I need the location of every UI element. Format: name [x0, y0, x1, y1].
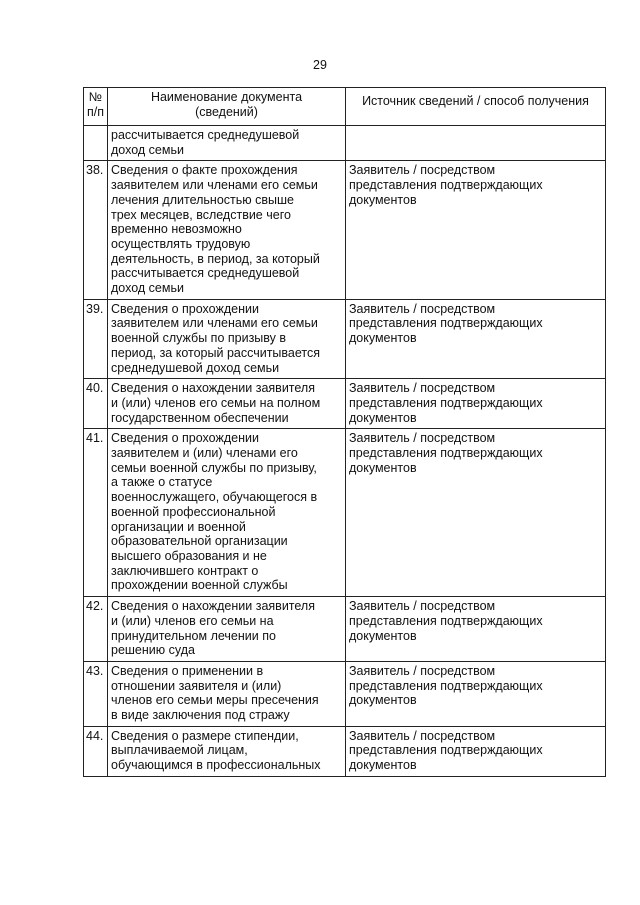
- document-name-line: осуществлять трудовую: [111, 236, 251, 251]
- document-name-line: членов его семьи меры пресечения: [111, 693, 319, 708]
- source-line: представления подтверждающих: [349, 316, 543, 331]
- documents-table: [83, 87, 606, 777]
- document-name-line: Сведения о факте прохождения: [111, 163, 298, 178]
- header-name-line: Наименование документа: [150, 90, 303, 104]
- source-line: Заявитель / посредством: [349, 663, 496, 678]
- table-row: [84, 597, 606, 662]
- document-name-line: Сведения о нахождении заявителя: [111, 381, 315, 396]
- row-number-cell: [84, 126, 108, 161]
- document-name-line: рассчитывается среднедушевой: [111, 266, 300, 281]
- source-line: Заявитель / посредством: [349, 728, 496, 743]
- source-cell: [346, 126, 606, 161]
- document-name-line: и (или) членов его семьи на полном: [111, 395, 321, 410]
- header-number-line: №: [88, 90, 103, 104]
- document-name-line: в виде заключения под стражу: [111, 708, 290, 723]
- source-line: представления подтверждающих: [349, 613, 543, 628]
- source-line: представления подтверждающих: [349, 446, 543, 461]
- document-name-line: прохождении военной службы: [111, 578, 288, 593]
- row-number-cell: 42.: [84, 597, 108, 662]
- header-source-line: Источник сведений / способ получения: [362, 94, 589, 108]
- table-header-row: [84, 88, 606, 126]
- source-line: документов: [349, 331, 417, 346]
- table-row: [84, 161, 606, 299]
- source-line: Заявитель / посредством: [349, 381, 496, 396]
- table-body: [84, 126, 606, 777]
- source-line: Заявитель / посредством: [349, 301, 496, 316]
- header-name-line: (сведений): [195, 104, 258, 119]
- document-name-line: лечения длительностью свыше: [111, 192, 294, 207]
- document-name-line: выплачиваемой лицам,: [111, 743, 248, 758]
- source-cell: [346, 429, 606, 597]
- document-name-line: Сведения о прохождении: [111, 431, 259, 446]
- source-line: документов: [349, 410, 417, 425]
- source-cell: [346, 597, 606, 662]
- page-number: 29: [313, 58, 327, 72]
- source-line: представления подтверждающих: [349, 178, 543, 193]
- document-name-line: государственном обеспечении: [111, 410, 289, 425]
- header-number: [84, 88, 108, 126]
- source-line: представления подтверждающих: [349, 743, 543, 758]
- document-name-line: военной профессиональной: [111, 504, 276, 519]
- document-name-line: обучающимся в профессиональных: [111, 758, 321, 773]
- document-name-line: семьи военной службы по призыву,: [111, 460, 317, 475]
- source-line: представления подтверждающих: [349, 678, 543, 693]
- row-number-cell: 39.: [84, 299, 108, 379]
- document-name-cell: [108, 661, 346, 726]
- source-cell: [346, 161, 606, 299]
- source-line: документов: [349, 192, 417, 207]
- table-row: [84, 379, 606, 429]
- row-number-cell: 43.: [84, 661, 108, 726]
- document-name-line: заключившего контракт о: [111, 563, 259, 578]
- document-name-line: доход семьи: [111, 142, 184, 157]
- document-name-line: высшего образования и не: [111, 548, 267, 563]
- document-name-line: Сведения о применении в: [111, 663, 264, 678]
- document-name-line: деятельность, в период, за который: [111, 251, 320, 266]
- source-line: Заявитель / посредством: [349, 431, 496, 446]
- source-line: документов: [349, 628, 417, 643]
- document-name-line: Сведения о нахождении заявителя: [111, 599, 315, 614]
- table-row: [84, 299, 606, 379]
- document-name-line: временно невозможно: [111, 222, 242, 237]
- document-name-line: отношении заявителя и (или): [111, 678, 282, 693]
- document-name-cell: [108, 379, 346, 429]
- document-name-line: военнослужащего, обучающегося в: [111, 490, 318, 505]
- document-name-line: организации и военной: [111, 519, 246, 534]
- document-name-cell: [108, 597, 346, 662]
- document-name-line: образовательной организации: [111, 534, 288, 549]
- source-line: документов: [349, 693, 417, 708]
- table-row: [84, 429, 606, 597]
- document-name-line: заявителем или членами его семьи: [111, 178, 318, 193]
- document-name-cell: [108, 429, 346, 597]
- document-name-line: Сведения о прохождении: [111, 301, 259, 316]
- document-name-cell: [108, 726, 346, 776]
- document-name-line: заявителем или членами его семьи: [111, 316, 318, 331]
- source-line: Заявитель / посредством: [349, 163, 496, 178]
- row-number-cell: 41.: [84, 429, 108, 597]
- document-name-line: решению суда: [111, 643, 195, 658]
- document-name-line: принудительном лечении по: [111, 628, 276, 643]
- document-name-line: и (или) членов его семьи на: [111, 613, 274, 628]
- row-number-cell: 40.: [84, 379, 108, 429]
- source-line: Заявитель / посредством: [349, 599, 496, 614]
- header-number-line: п/п: [86, 104, 104, 119]
- source-cell: [346, 726, 606, 776]
- table-row-continuation: [84, 126, 606, 161]
- document-name-line: заявителем и (или) членами его: [111, 446, 298, 461]
- document-name-line: доход семьи: [111, 281, 184, 296]
- document-name-line: среднедушевой доход семьи: [111, 360, 280, 375]
- document-name-line: Сведения о размере стипендии,: [111, 728, 299, 743]
- document-name-cell: [108, 299, 346, 379]
- document-name-line: период, за который рассчитывается: [111, 345, 321, 360]
- document-name-line: а также о статусе: [111, 475, 213, 490]
- source-line: документов: [349, 758, 417, 773]
- row-number-cell: 44.: [84, 726, 108, 776]
- row-number-cell: 38.: [84, 161, 108, 299]
- source-line: представления подтверждающих: [349, 395, 543, 410]
- source-line: документов: [349, 460, 417, 475]
- table-row: [84, 661, 606, 726]
- source-cell: [346, 299, 606, 379]
- source-cell: [346, 379, 606, 429]
- header-source: [346, 88, 606, 126]
- header-document-name: [108, 88, 346, 126]
- document-name-line: рассчитывается среднедушевой: [111, 128, 300, 142]
- document-name-cell: [108, 126, 346, 161]
- source-cell: [346, 661, 606, 726]
- document-name-cell: [108, 161, 346, 299]
- table-row: [84, 726, 606, 776]
- document-name-line: трех месяцев, вследствие чего: [111, 207, 291, 222]
- document-name-line: военной службы по призыву в: [111, 331, 287, 346]
